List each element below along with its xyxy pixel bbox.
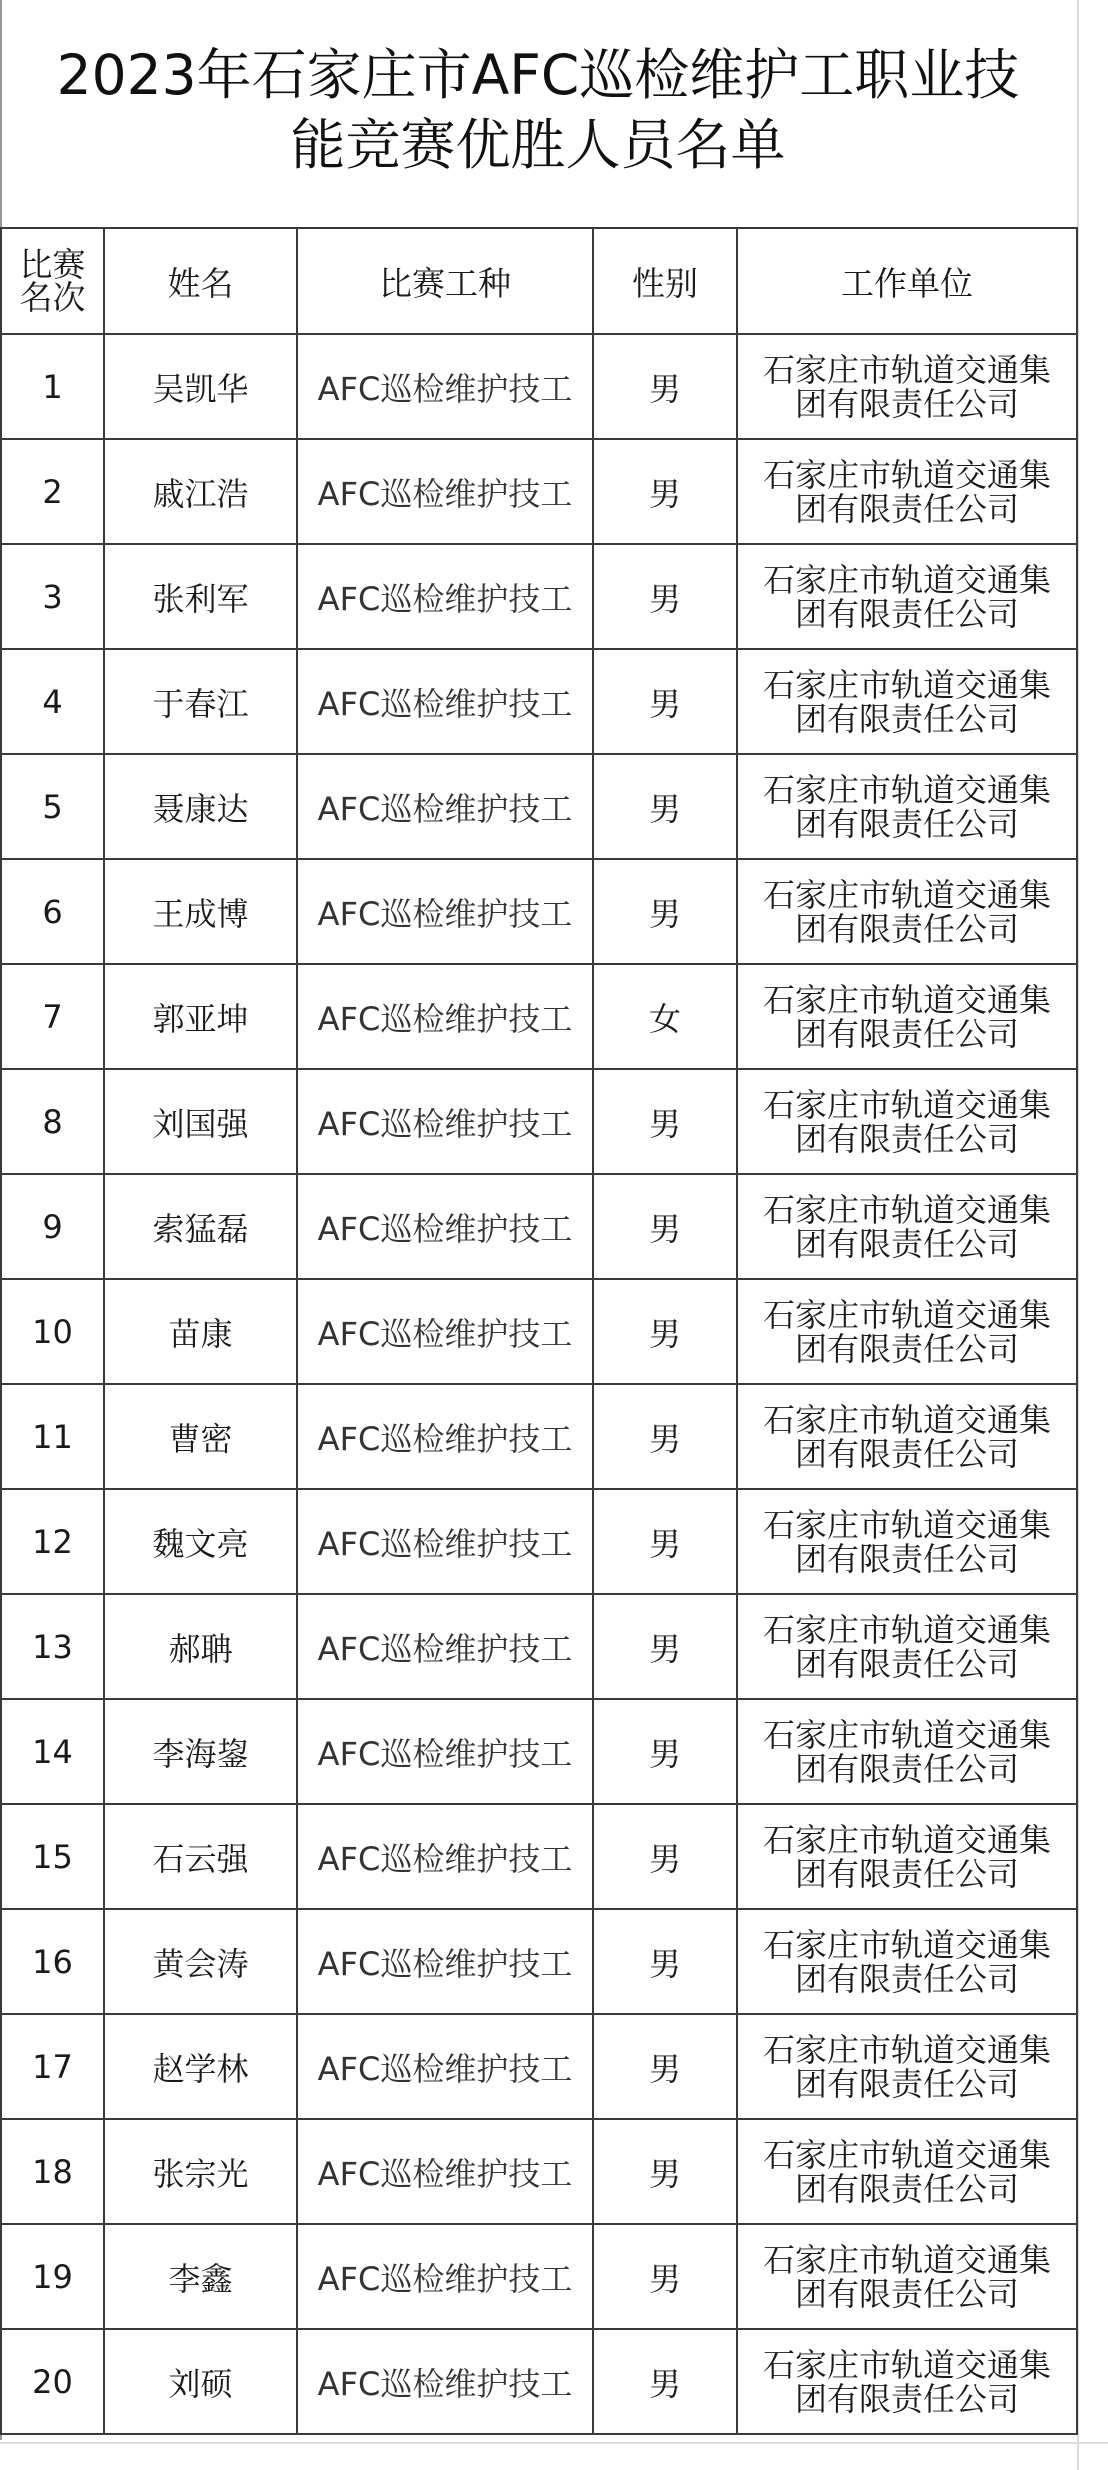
cell-event: AFC巡检维护技工 bbox=[297, 544, 593, 649]
cell-unit-line-2: 团有限责任公司 bbox=[794, 2169, 1019, 2208]
cell-rank: 10 bbox=[1, 1279, 104, 1384]
cell-unit-line-2: 团有限责任公司 bbox=[794, 1014, 1019, 1053]
cell-unit bbox=[737, 2014, 1077, 2119]
table-row bbox=[1, 544, 1077, 649]
page-title bbox=[0, 40, 1076, 180]
cell-event: AFC巡检维护技工 bbox=[297, 1069, 593, 1174]
table-row bbox=[1, 2329, 1077, 2434]
cell-rank: 9 bbox=[1, 1174, 104, 1279]
cell-gender: 男 bbox=[593, 1069, 737, 1174]
cell-unit bbox=[737, 649, 1077, 754]
table-row bbox=[1, 1279, 1077, 1384]
cell-event: AFC巡检维护技工 bbox=[297, 2014, 593, 2119]
header-name: 姓名 bbox=[104, 228, 297, 334]
cell-unit-line-2: 团有限责任公司 bbox=[794, 2064, 1019, 2103]
cell-event: AFC巡检维护技工 bbox=[297, 1804, 593, 1909]
cell-gender: 男 bbox=[593, 2329, 737, 2434]
cell-event: AFC巡检维护技工 bbox=[297, 1909, 593, 2014]
cell-name: 石云强 bbox=[104, 1804, 297, 1909]
cell-rank: 16 bbox=[1, 1909, 104, 2014]
cell-name: 索猛磊 bbox=[104, 1174, 297, 1279]
cell-name: 聂康达 bbox=[104, 754, 297, 859]
cell-unit-line-1: 石家庄市轨道交通集 bbox=[762, 560, 1051, 599]
cell-gender: 女 bbox=[593, 964, 737, 1069]
cell-rank: 1 bbox=[1, 334, 104, 439]
cell-unit bbox=[737, 1699, 1077, 1804]
winners-table bbox=[0, 227, 1078, 2435]
cell-gender: 男 bbox=[593, 1804, 737, 1909]
cell-unit-line-1: 石家庄市轨道交通集 bbox=[762, 2240, 1051, 2279]
cell-rank: 7 bbox=[1, 964, 104, 1069]
table-row bbox=[1, 1069, 1077, 1174]
cell-event: AFC巡检维护技工 bbox=[297, 1489, 593, 1594]
cell-unit-line-1: 石家庄市轨道交通集 bbox=[762, 1820, 1051, 1859]
table-row bbox=[1, 859, 1077, 964]
table-row bbox=[1, 649, 1077, 754]
cell-name: 刘硕 bbox=[104, 2329, 297, 2434]
cell-unit-line-2: 团有限责任公司 bbox=[794, 594, 1019, 633]
cell-name: 赵学林 bbox=[104, 2014, 297, 2119]
cell-unit-line-2: 团有限责任公司 bbox=[794, 1959, 1019, 1998]
cell-event: AFC巡检维护技工 bbox=[297, 2224, 593, 2329]
cell-unit bbox=[737, 1489, 1077, 1594]
cell-event: AFC巡检维护技工 bbox=[297, 859, 593, 964]
cell-event: AFC巡检维护技工 bbox=[297, 334, 593, 439]
cell-unit-line-2: 团有限责任公司 bbox=[794, 489, 1019, 528]
cell-event: AFC巡检维护技工 bbox=[297, 1594, 593, 1699]
cell-unit-line-2: 团有限责任公司 bbox=[794, 2379, 1019, 2418]
cell-unit bbox=[737, 859, 1077, 964]
table-row bbox=[1, 1699, 1077, 1804]
table-row bbox=[1, 1174, 1077, 1279]
cell-name: 郭亚坤 bbox=[104, 964, 297, 1069]
cell-event: AFC巡检维护技工 bbox=[297, 1279, 593, 1384]
cell-rank: 3 bbox=[1, 544, 104, 649]
table-body bbox=[1, 334, 1077, 2434]
cell-event: AFC巡检维护技工 bbox=[297, 1699, 593, 1804]
table-header-row bbox=[1, 228, 1077, 334]
cell-gender: 男 bbox=[593, 1279, 737, 1384]
cell-rank: 17 bbox=[1, 2014, 104, 2119]
cell-event: AFC巡检维护技工 bbox=[297, 1174, 593, 1279]
cell-unit bbox=[737, 754, 1077, 859]
table-row bbox=[1, 2224, 1077, 2329]
cell-unit-line-2: 团有限责任公司 bbox=[794, 1749, 1019, 1788]
cell-gender: 男 bbox=[593, 1594, 737, 1699]
cell-gender: 男 bbox=[593, 2224, 737, 2329]
table-row bbox=[1, 1384, 1077, 1489]
cell-unit bbox=[737, 544, 1077, 649]
cell-name: 吴凯华 bbox=[104, 334, 297, 439]
sheet-gridline bbox=[0, 2442, 1108, 2444]
cell-unit-line-2: 团有限责任公司 bbox=[794, 1119, 1019, 1158]
cell-unit-line-1: 石家庄市轨道交通集 bbox=[762, 1505, 1051, 1544]
cell-unit bbox=[737, 2329, 1077, 2434]
title-line-2: 能竞赛优胜人员名单 bbox=[290, 113, 786, 177]
cell-rank: 5 bbox=[1, 754, 104, 859]
cell-unit-line-1: 石家庄市轨道交通集 bbox=[762, 455, 1051, 494]
table-row bbox=[1, 2014, 1077, 2119]
header-gender: 性别 bbox=[593, 228, 737, 334]
cell-unit-line-1: 石家庄市轨道交通集 bbox=[762, 2030, 1051, 2069]
cell-unit-line-2: 团有限责任公司 bbox=[794, 1854, 1019, 1893]
cell-unit bbox=[737, 334, 1077, 439]
cell-unit-line-1: 石家庄市轨道交通集 bbox=[762, 980, 1051, 1019]
cell-gender: 男 bbox=[593, 544, 737, 649]
cell-unit-line-1: 石家庄市轨道交通集 bbox=[762, 770, 1051, 809]
cell-unit-line-1: 石家庄市轨道交通集 bbox=[762, 2135, 1051, 2174]
cell-unit-line-1: 石家庄市轨道交通集 bbox=[762, 875, 1051, 914]
cell-rank: 11 bbox=[1, 1384, 104, 1489]
cell-gender: 男 bbox=[593, 1174, 737, 1279]
header-unit: 工作单位 bbox=[737, 228, 1077, 334]
table-row bbox=[1, 754, 1077, 859]
cell-unit-line-2: 团有限责任公司 bbox=[794, 699, 1019, 738]
cell-gender: 男 bbox=[593, 1699, 737, 1804]
cell-unit-line-2: 团有限责任公司 bbox=[794, 384, 1019, 423]
header-rank: 比赛 名次 bbox=[1, 228, 104, 334]
cell-unit bbox=[737, 1594, 1077, 1699]
cell-unit-line-2: 团有限责任公司 bbox=[794, 1644, 1019, 1683]
cell-name: 王成博 bbox=[104, 859, 297, 964]
cell-unit bbox=[737, 964, 1077, 1069]
cell-unit bbox=[737, 1279, 1077, 1384]
cell-name: 戚江浩 bbox=[104, 439, 297, 544]
cell-gender: 男 bbox=[593, 859, 737, 964]
cell-name: 魏文亮 bbox=[104, 1489, 297, 1594]
cell-unit-line-1: 石家庄市轨道交通集 bbox=[762, 1295, 1051, 1334]
cell-unit-line-1: 石家庄市轨道交通集 bbox=[762, 350, 1051, 389]
cell-unit bbox=[737, 439, 1077, 544]
cell-event: AFC巡检维护技工 bbox=[297, 2119, 593, 2224]
cell-unit-line-2: 团有限责任公司 bbox=[794, 804, 1019, 843]
cell-event: AFC巡检维护技工 bbox=[297, 439, 593, 544]
cell-name: 刘国强 bbox=[104, 1069, 297, 1174]
cell-gender: 男 bbox=[593, 649, 737, 754]
cell-unit bbox=[737, 1909, 1077, 2014]
cell-event: AFC巡检维护技工 bbox=[297, 1384, 593, 1489]
cell-rank: 6 bbox=[1, 859, 104, 964]
cell-rank: 14 bbox=[1, 1699, 104, 1804]
cell-rank: 12 bbox=[1, 1489, 104, 1594]
cell-unit-line-1: 石家庄市轨道交通集 bbox=[762, 1610, 1051, 1649]
cell-unit-line-1: 石家庄市轨道交通集 bbox=[762, 1190, 1051, 1229]
table-row bbox=[1, 1909, 1077, 2014]
cell-unit-line-1: 石家庄市轨道交通集 bbox=[762, 1085, 1051, 1124]
cell-gender: 男 bbox=[593, 334, 737, 439]
table-row bbox=[1, 439, 1077, 544]
cell-rank: 19 bbox=[1, 2224, 104, 2329]
cell-rank: 18 bbox=[1, 2119, 104, 2224]
table-row bbox=[1, 334, 1077, 439]
cell-gender: 男 bbox=[593, 1489, 737, 1594]
cell-rank: 13 bbox=[1, 1594, 104, 1699]
table-row bbox=[1, 2119, 1077, 2224]
cell-name: 李海鋆 bbox=[104, 1699, 297, 1804]
cell-name: 郝聃 bbox=[104, 1594, 297, 1699]
cell-name: 黄会涛 bbox=[104, 1909, 297, 2014]
cell-unit-line-2: 团有限责任公司 bbox=[794, 1224, 1019, 1263]
header-event: 比赛工种 bbox=[297, 228, 593, 334]
cell-gender: 男 bbox=[593, 754, 737, 859]
cell-rank: 8 bbox=[1, 1069, 104, 1174]
cell-name: 张宗光 bbox=[104, 2119, 297, 2224]
cell-unit bbox=[737, 2119, 1077, 2224]
cell-gender: 男 bbox=[593, 1384, 737, 1489]
cell-rank: 20 bbox=[1, 2329, 104, 2434]
cell-gender: 男 bbox=[593, 1909, 737, 2014]
cell-unit-line-2: 团有限责任公司 bbox=[794, 2274, 1019, 2313]
cell-unit bbox=[737, 1174, 1077, 1279]
cell-rank: 15 bbox=[1, 1804, 104, 1909]
cell-rank: 4 bbox=[1, 649, 104, 754]
cell-event: AFC巡检维护技工 bbox=[297, 2329, 593, 2434]
cell-gender: 男 bbox=[593, 439, 737, 544]
cell-unit-line-1: 石家庄市轨道交通集 bbox=[762, 1925, 1051, 1964]
cell-unit bbox=[737, 1069, 1077, 1174]
cell-unit-line-2: 团有限责任公司 bbox=[794, 1539, 1019, 1578]
cell-unit-line-2: 团有限责任公司 bbox=[794, 1329, 1019, 1368]
cell-event: AFC巡检维护技工 bbox=[297, 754, 593, 859]
title-line-1: 2023年石家庄市AFC巡检维护工职业技 bbox=[56, 43, 1020, 107]
table-row bbox=[1, 1489, 1077, 1594]
cell-unit-line-1: 石家庄市轨道交通集 bbox=[762, 1715, 1051, 1754]
cell-unit bbox=[737, 1384, 1077, 1489]
cell-gender: 男 bbox=[593, 2014, 737, 2119]
cell-event: AFC巡检维护技工 bbox=[297, 964, 593, 1069]
cell-name: 曹密 bbox=[104, 1384, 297, 1489]
cell-unit bbox=[737, 1804, 1077, 1909]
table-row bbox=[1, 1804, 1077, 1909]
cell-name: 张利军 bbox=[104, 544, 297, 649]
cell-unit-line-2: 团有限责任公司 bbox=[794, 1434, 1019, 1473]
table-row bbox=[1, 1594, 1077, 1699]
cell-rank: 2 bbox=[1, 439, 104, 544]
cell-unit-line-1: 石家庄市轨道交通集 bbox=[762, 665, 1051, 704]
cell-unit-line-2: 团有限责任公司 bbox=[794, 909, 1019, 948]
cell-unit bbox=[737, 2224, 1077, 2329]
cell-event: AFC巡检维护技工 bbox=[297, 649, 593, 754]
table-row bbox=[1, 964, 1077, 1069]
cell-name: 李鑫 bbox=[104, 2224, 297, 2329]
cell-unit-line-1: 石家庄市轨道交通集 bbox=[762, 1400, 1051, 1439]
cell-gender: 男 bbox=[593, 2119, 737, 2224]
cell-name: 于春江 bbox=[104, 649, 297, 754]
cell-name: 苗康 bbox=[104, 1279, 297, 1384]
cell-unit-line-1: 石家庄市轨道交通集 bbox=[762, 2345, 1051, 2384]
